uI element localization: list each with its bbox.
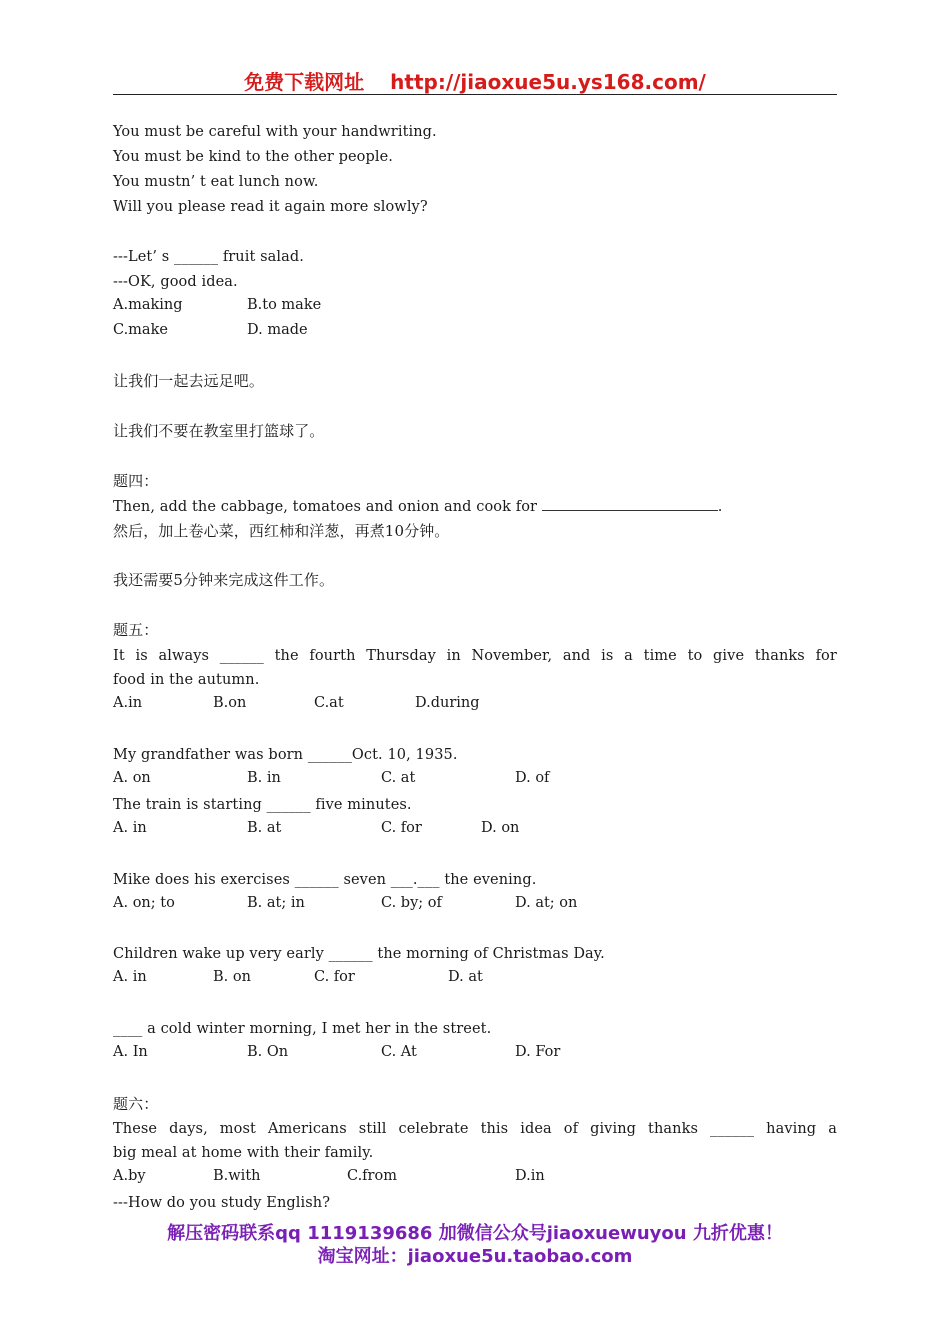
word: of bbox=[563, 1121, 579, 1137]
section-4-sentence bbox=[113, 496, 722, 517]
section-5-q4-options bbox=[0, 895, 950, 915]
word: These bbox=[113, 1121, 158, 1137]
word: time bbox=[643, 648, 677, 664]
word: a bbox=[624, 648, 633, 664]
sentence-3: You mustn’ t eat lunch now. bbox=[113, 174, 319, 190]
section-4-sentence-end: . bbox=[717, 499, 723, 515]
word: is bbox=[135, 648, 148, 664]
section-4-title: 题四： bbox=[113, 472, 159, 490]
word: in bbox=[446, 648, 461, 664]
option-d: D. at bbox=[448, 969, 483, 985]
word: days, bbox=[169, 1121, 208, 1137]
section-5-q2-options bbox=[0, 770, 950, 790]
option-a: A.in bbox=[113, 695, 143, 711]
salad-question-line2: ---OK, good idea. bbox=[113, 274, 238, 290]
section-5-q5-options bbox=[0, 969, 950, 989]
q4-blank: ___.___ bbox=[390, 872, 440, 888]
section-4-chinese-2: 我还需要5分钟来完成这件工作。 bbox=[113, 571, 335, 589]
option-a: A. on bbox=[113, 770, 151, 786]
answer-blank bbox=[542, 496, 718, 511]
word: the bbox=[274, 648, 299, 664]
section-5-q5: Children wake up very early ______ the morning of Christmas Day. bbox=[113, 946, 605, 962]
word: is bbox=[601, 648, 614, 664]
sentence-1: You must be careful with your handwriting. bbox=[113, 124, 437, 140]
section-5-q4 bbox=[113, 870, 536, 890]
option-c: C.at bbox=[314, 695, 344, 711]
option-d: D.in bbox=[515, 1168, 545, 1184]
option-a: A. in bbox=[113, 820, 147, 836]
option-d: D. made bbox=[247, 322, 308, 338]
word: giving bbox=[590, 1121, 637, 1137]
word: give bbox=[713, 648, 745, 664]
word: idea bbox=[520, 1121, 552, 1137]
option-b: B.on bbox=[213, 695, 247, 711]
word: to bbox=[687, 648, 703, 664]
option-c: C. for bbox=[381, 820, 422, 836]
word: still bbox=[358, 1121, 387, 1137]
option-b: B.to make bbox=[247, 297, 322, 313]
section-6-q1-options bbox=[0, 1168, 950, 1188]
option-a: A. on; to bbox=[113, 895, 175, 911]
word: having bbox=[766, 1121, 817, 1137]
footer-contact: 解压密码联系qq 1119139686 加微信公众号jiaoxuewuyou 九折优惠！ bbox=[167, 1223, 783, 1244]
option-a: A.making bbox=[113, 297, 183, 313]
word: fourth bbox=[309, 648, 356, 664]
option-d: D.during bbox=[415, 695, 480, 711]
option-b: B. in bbox=[247, 770, 281, 786]
word: most bbox=[219, 1121, 256, 1137]
word: It bbox=[113, 648, 125, 664]
word: ______ bbox=[710, 1121, 755, 1137]
option-c: C. by; of bbox=[381, 895, 442, 911]
option-b: B. On bbox=[247, 1044, 289, 1060]
section-5-title: 题五： bbox=[113, 621, 159, 639]
section-5-q6: ____ a cold winter morning, I met her in the street. bbox=[113, 1021, 492, 1037]
word: ______ bbox=[219, 648, 264, 664]
sentence-4: Will you please read it again more slowly? bbox=[113, 199, 428, 215]
word: a bbox=[828, 1121, 837, 1137]
section-5-q2: My grandfather was born ______Oct. 10, 1935. bbox=[113, 747, 458, 763]
option-b: B.with bbox=[213, 1168, 261, 1184]
word: celebrate bbox=[398, 1121, 469, 1137]
download-header bbox=[0, 66, 950, 95]
section-5-q3: The train is starting ______ five minutes. bbox=[113, 797, 412, 813]
section-5-q6-options bbox=[0, 1044, 950, 1064]
word: thanks bbox=[648, 1121, 699, 1137]
section-4-sentence-text: Then, add the cabbage, tomatoes and onion and cook for bbox=[113, 499, 542, 515]
word: thanks bbox=[754, 648, 805, 664]
option-d: D. at; on bbox=[515, 895, 578, 911]
salad-question-line1: ---Let’ s ______ fruit salad. bbox=[113, 249, 304, 265]
chinese-sentence-2: 让我们不要在教室里打篮球了。 bbox=[113, 422, 325, 440]
option-c: C.from bbox=[347, 1168, 397, 1184]
section-4-chinese: 然后，加上卷心菜，西红柿和洋葱，再煮10分钟。 bbox=[113, 522, 450, 540]
word: always bbox=[158, 648, 210, 664]
header-divider bbox=[113, 94, 837, 95]
section-6-q1-line1 bbox=[113, 1119, 837, 1139]
q4-text-end: the evening. bbox=[439, 872, 537, 888]
option-a: A. in bbox=[113, 969, 147, 985]
word: Americans bbox=[267, 1121, 347, 1137]
section-6-title: 题六： bbox=[113, 1095, 159, 1113]
option-a: A.by bbox=[113, 1168, 146, 1184]
salad-options-row2 bbox=[0, 322, 950, 342]
option-a: A. In bbox=[113, 1044, 148, 1060]
option-d: D. For bbox=[515, 1044, 561, 1060]
option-c: C.make bbox=[113, 322, 168, 338]
section-5-q1-line1 bbox=[113, 646, 837, 666]
word: for bbox=[815, 648, 837, 664]
chinese-sentence-1: 让我们一起去远足吧。 bbox=[113, 372, 265, 390]
header-label: 免费下载网址 bbox=[244, 70, 365, 94]
section-5-q1-options bbox=[0, 695, 950, 715]
option-c: C. at bbox=[381, 770, 416, 786]
option-c: C. At bbox=[381, 1044, 417, 1060]
section-6-q2: ---How do you study English? bbox=[113, 1195, 331, 1211]
option-b: B. at; in bbox=[247, 895, 305, 911]
word: Thursday bbox=[366, 648, 436, 664]
option-c: C. for bbox=[314, 969, 355, 985]
q4-text-start: Mike does his exercises ______ seven bbox=[113, 872, 391, 888]
option-d: D. on bbox=[481, 820, 520, 836]
footer-shop-link[interactable]: 淘宝网址：jiaoxue5u.taobao.com bbox=[317, 1246, 633, 1267]
word: November, bbox=[471, 648, 553, 664]
section-6-q1-line2: big meal at home with their family. bbox=[113, 1145, 374, 1161]
header-url-link[interactable]: http://jiaoxue5u.ys168.com/ bbox=[390, 70, 706, 94]
option-d: D. of bbox=[515, 770, 550, 786]
word: and bbox=[562, 648, 591, 664]
option-b: B. at bbox=[247, 820, 282, 836]
section-5-q1-line2: food in the autumn. bbox=[113, 672, 260, 688]
salad-options-row1 bbox=[0, 297, 950, 317]
sentence-2: You must be kind to the other people. bbox=[113, 149, 394, 165]
word: this bbox=[480, 1121, 509, 1137]
option-b: B. on bbox=[213, 969, 251, 985]
section-5-q3-options bbox=[0, 820, 950, 840]
